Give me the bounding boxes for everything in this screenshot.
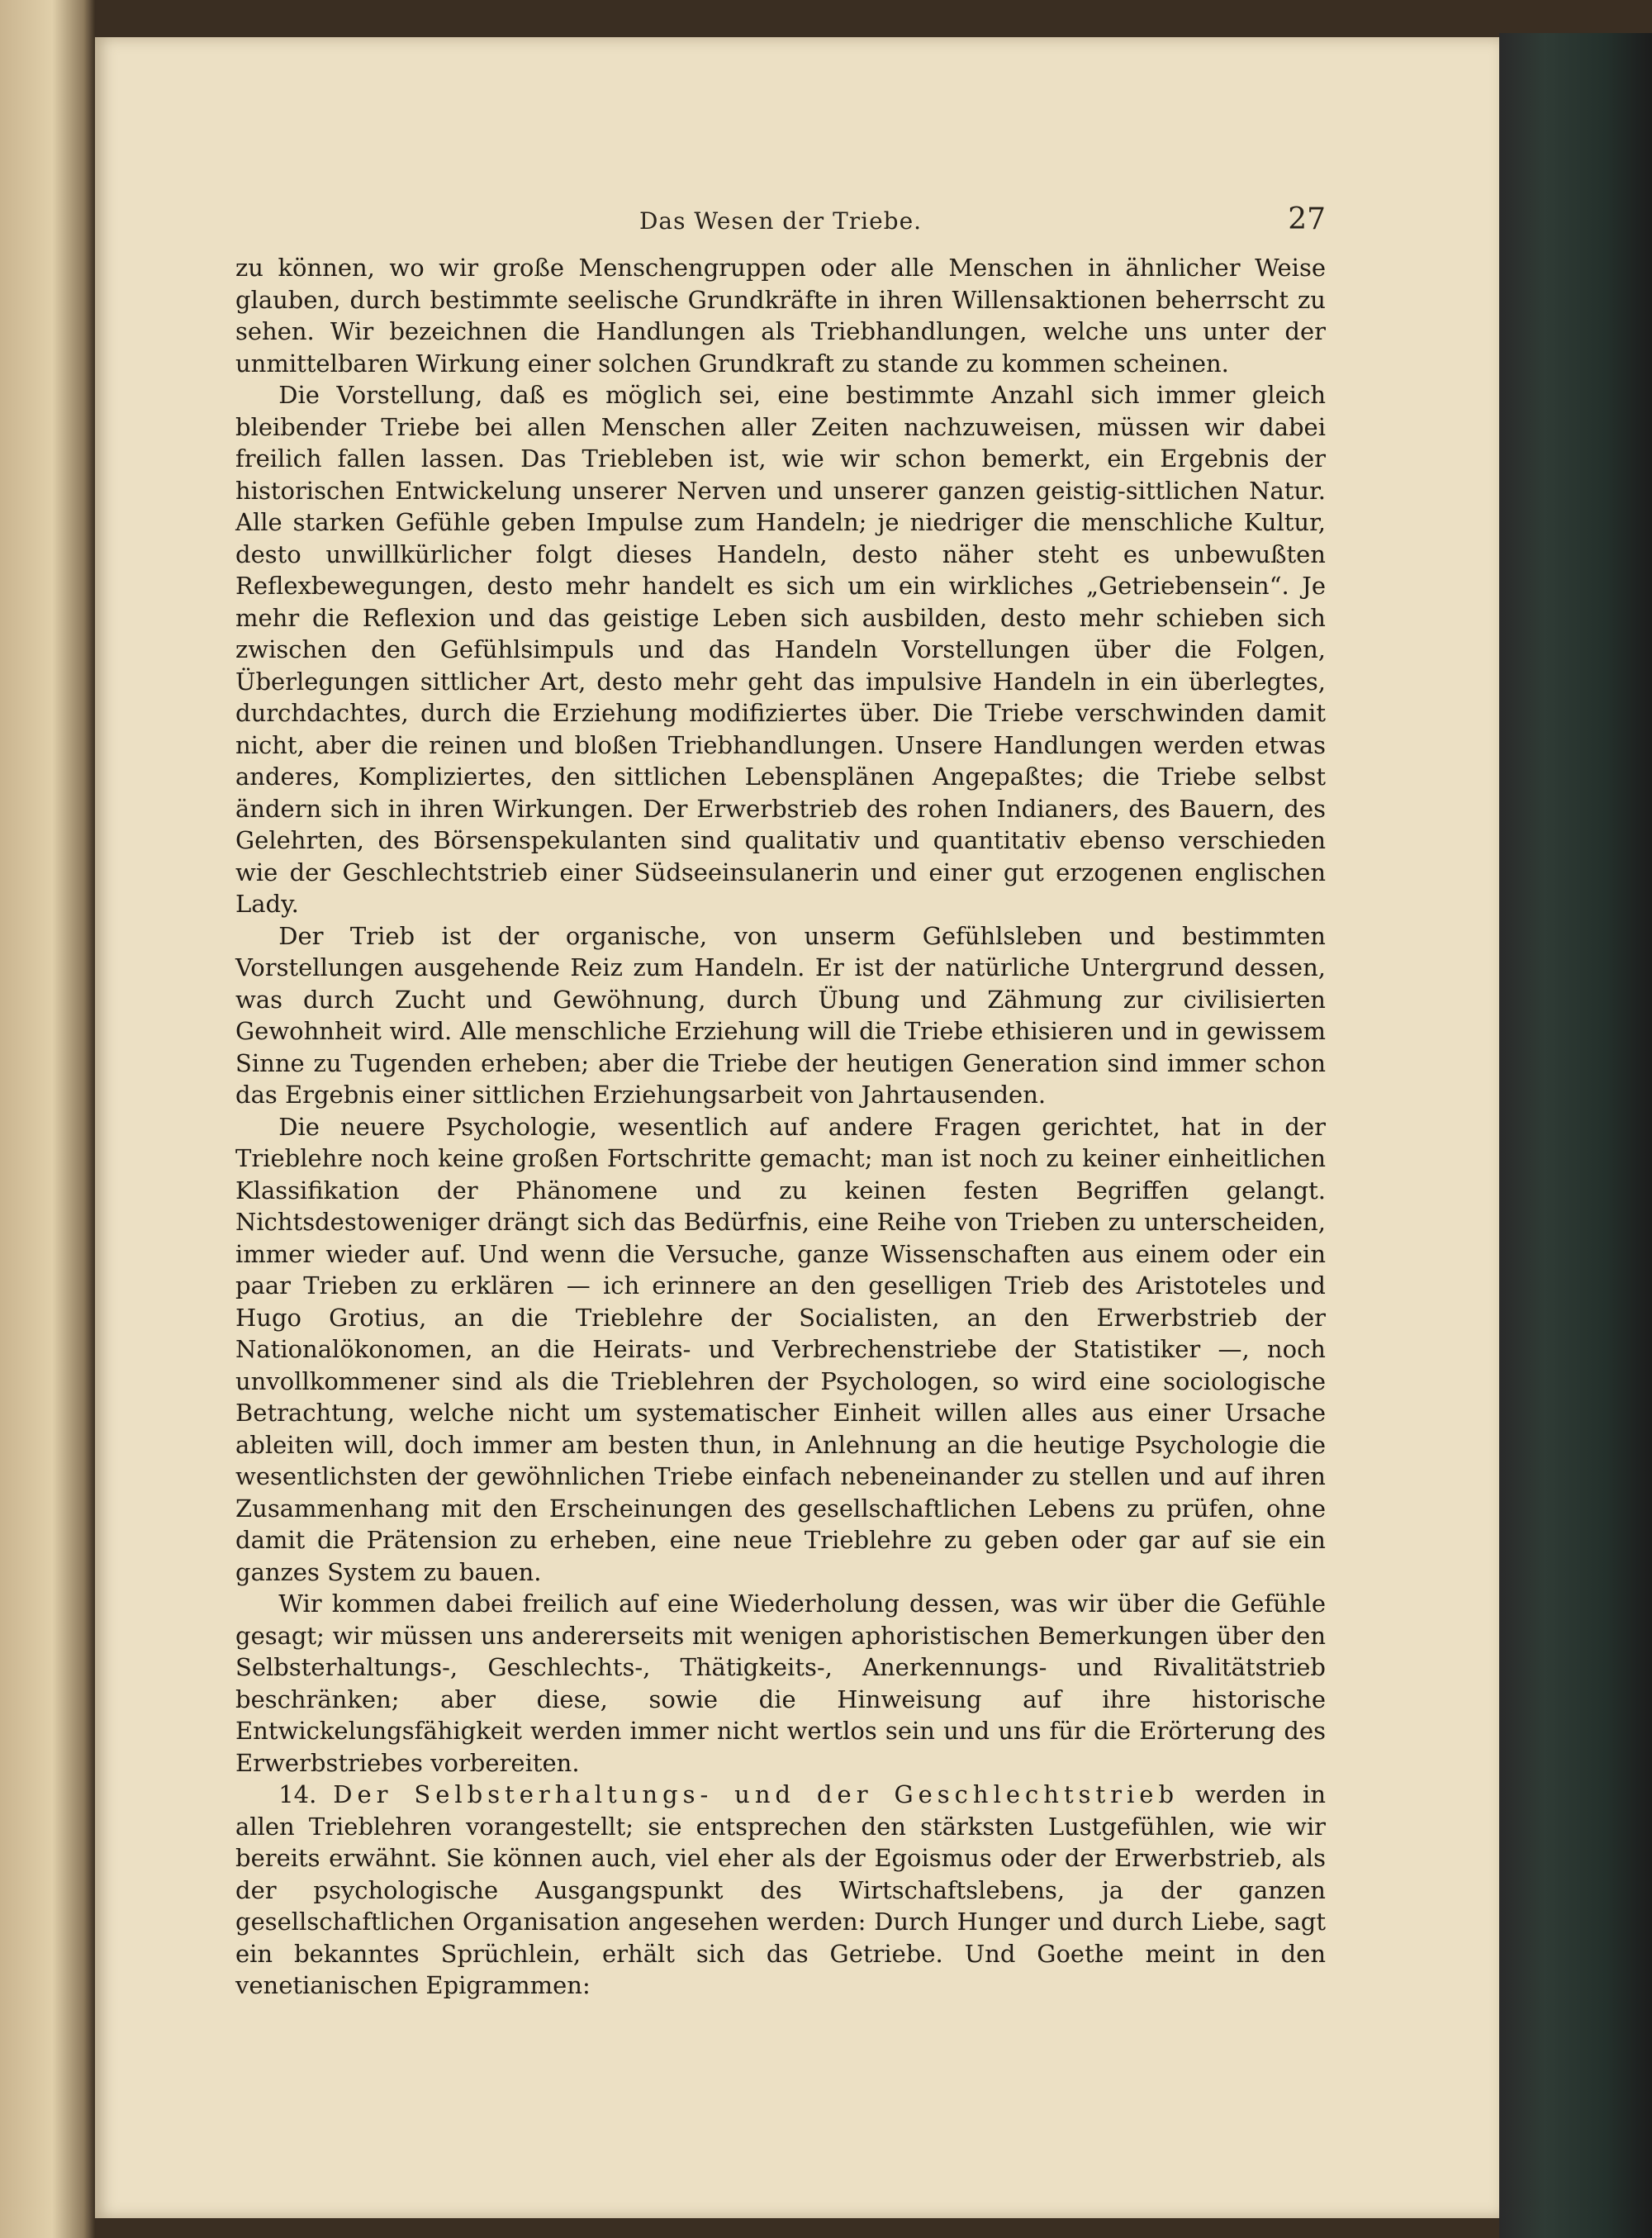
section-text: werden in allen Trieblehren vorangestellt; sie entsprechen den stärksten Lustgefühlen, wie wir bereits erwähnt. Sie können auch, viel eher als der Egoismus oder der Erwerbstrieb, als der psychologische Ausgangspunkt des Wirtschaftslebens, ja der ganzen gesellschaftlichen Organisation angesehen werden: Durch Hunger und durch Liebe, sagt ein bekanntes Sprüchlein, erhält sich das Getriebe. Und Goethe meint in den venetianischen Epigrammen: xyxy=(235,1780,1326,1999)
paragraph: Die Vorstellung, daß es möglich sei, eine bestimmte Anzahl sich immer gleich bleibender Triebe bei allen Menschen aller Zeiten nachzuweisen, müssen wir dabei freilich fallen lassen. Das Triebleben ist, wie wir schon bemerkt, ein Ergebnis der historischen Entwickelung unserer Nerven und unserer ganzen geistig-sittlichen Natur. Alle starken Gefühle geben Impulse zum Handeln; je niedriger die menschliche Kultur, desto unwillkürlicher folgt dieses Handeln, desto näher steht es unbewußten Reflexbewegungen, desto mehr handelt es sich um ein wirkliches „Getriebensein“. Je mehr die Reflexion und das geistige Leben sich ausbilden, desto mehr schieben sich zwischen den Gefühlsimpuls und das Handeln Vorstellungen über die Folgen, Überlegungen sittlicher Art, desto mehr geht das impulsive Handeln in ein überlegtes, durchdachtes, durch die Erziehung modifiziertes über. Die Triebe verschwinden damit nicht, aber die reinen und bloßen Triebhandlungen. Unsere Handlungen werden etwas anderes, Kompliziertes, den sittlichen Lebensplänen Angepaßtes; die Triebe selbst ändern sich in ihren Wirkungen. Der Erwerbstrieb des rohen Indianers, des Bauern, des Gelehrten, des Börsenspekulanten sind qualitativ und quantitativ ebenso verschieden wie der Geschlechtstrieb einer Südseeinsulanerin und einer gut erzogenen englischen Lady. xyxy=(235,381,1326,918)
section-number: 14. xyxy=(278,1780,317,1808)
paragraph: Der Trieb ist der organische, von unserm Gefühlsleben und bestimmten Vorstellungen ausgehende Reiz zum Handeln. Er ist der natürliche Untergrund dessen, was durch Zucht und Gewöhnung, durch Übung und Zähmung zur civilisierten Gewohnheit wird. Alle menschliche Erziehung will die Triebe ethisieren und in gewissem Sinne zu Tugenden erheben; aber die Triebe der heutigen Generation sind immer schon das Ergebnis einer sittlichen Erziehungsarbeit von Jahrtausenden. xyxy=(235,921,1326,1109)
section-spaced-lead: Der Selbsterhaltungs- und der Geschlechtstrieb xyxy=(333,1780,1180,1808)
section-14-paragraph xyxy=(235,1779,1326,2002)
facing-page-edge xyxy=(0,0,95,2238)
body-text xyxy=(235,252,1326,2002)
paragraph: Die neuere Psychologie, wesentlich auf andere Fragen gerichtet, hat in der Trieblehre noch keine großen Fortschritte gemacht; man ist noch zu keiner einheitlichen Klassifikation der Phänomene und zu keinen festen Begriffen gelangt. Nichtsdestoweniger drängt sich das Bedürfnis, eine Reihe von Trieben zu unterscheiden, immer wieder auf. Und wenn die Versuche, ganze Wissenschaften aus einem oder ein paar Trieben zu erklären — ich erinnere an den geselligen Trieb des Aristoteles und Hugo Grotius, an die Trieblehre der Socialisten, an den Erwerbstrieb der Nationalökonomen, an die Heirats- und Verbrechenstriebe der Statistiker —, noch unvollkommener sind als die Trieblehren der Psychologen, so wird eine sociologische Betrachtung, welche nicht um systematischer Einheit willen alles aus einer Ursache ableiten will, doch immer am besten thun, in Anlehnung an die heutige Psychologie die wesentlichsten der gewöhnlichen Triebe einfach nebeneinander zu stellen und auf ihren Zusammenhang mit den Erscheinungen des gesellschaftlichen Lebens zu prüfen, ohne damit die Prätension zu erheben, eine neue Trieblehre zu geben oder gar auf sie ein ganzes System zu bauen. xyxy=(235,1112,1326,1586)
book-cover-edge xyxy=(1499,33,1652,2238)
page-header xyxy=(235,202,1326,244)
paragraph-continuation: zu können, wo wir große Menschengruppen oder alle Menschen in ähnlicher Weise glauben, durch bestimmte seelische Grundkräfte in ihren Willensaktionen beherrscht zu sehen. Wir bezeichnen die Handlungen als Triebhandlungen, welche uns unter der unmittelbaren Wirkung einer solchen Grundkraft zu stande zu kommen scheinen. xyxy=(235,254,1326,378)
paragraph: Wir kommen dabei freilich auf eine Wiederholung dessen, was wir über die Gefühle gesagt; wir müssen uns andererseits mit wenigen aphoristischen Bemerkungen über den Selbsterhaltungs-, Geschlechts-, Thätigkeits-, Anerkennungs- und Rivalitätstrieb beschränken; aber diese, sowie die Hinweisung auf ihre historische Entwickelungsfähigkeit werden immer nicht wertlos sein und uns für die Erörterung des Erwerbstriebes vorbereiten. xyxy=(235,1589,1326,1777)
running-title: Das Wesen der Triebe. xyxy=(638,207,923,235)
page-number: 27 xyxy=(1288,202,1326,236)
